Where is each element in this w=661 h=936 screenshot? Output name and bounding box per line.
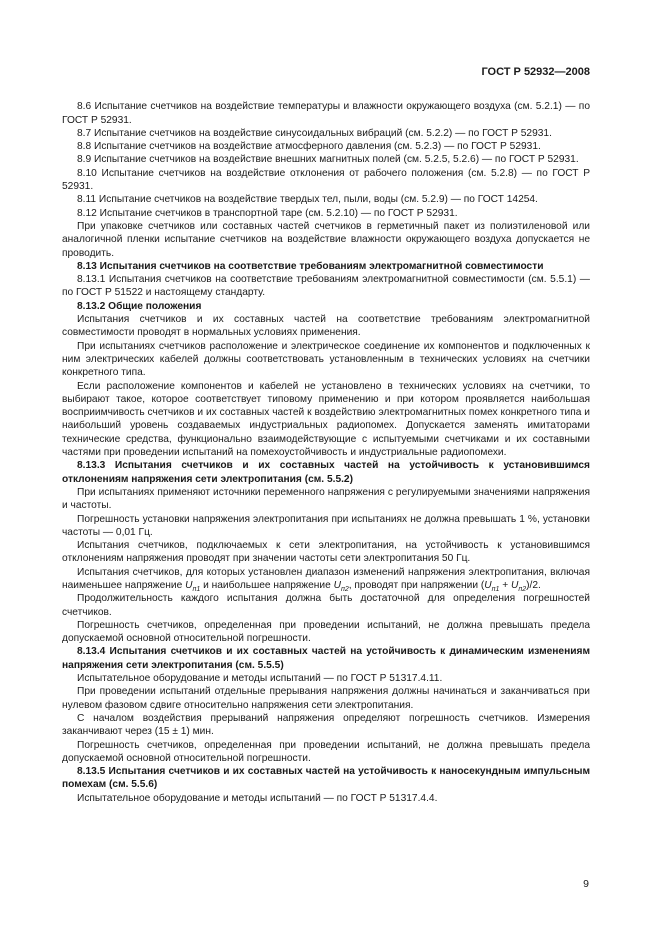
clause-8-8: 8.8 Испытание счетчиков на воздействие атмосферного давления (см. 5.2.3) — по ГОСТ Р 52931. <box>77 141 541 153</box>
clause-8-7: 8.7 Испытание счетчиков на воздействие синусоидальных вибраций (см. 5.2.2) — по ГОСТ Р 52931. <box>77 127 552 139</box>
packaging-note: При упаковке счетчиков или составных частей счетчиков в герметичный пакет из полиэтиленовой или аналогичной пленки испытание счетчиков на воздействие влажности окружающего воздуха допускается не проводить. <box>62 220 590 259</box>
dynamic-paragraph-3: С началом воздействия прерываний напряжения определяют погрешность счетчиков. Измерения заканчивают через (15 ± 1) мин. <box>62 712 590 738</box>
section-8-13-heading: 8.13 Испытания счетчиков на соответствие требованиям электромагнитной совместимости <box>77 260 544 272</box>
clause-8-9: 8.9 Испытание счетчиков на воздействие внешних магнитных полей (см. 5.2.5, 5.2.6) — по ГОСТ Р 52931. <box>77 154 579 166</box>
clause-8-11: 8.11 Испытание счетчиков на воздействие твердых тел, пыли, воды (см. 5.2.9) — по ГОСТ 14254. <box>77 194 538 206</box>
error-limit-paragraph-2: Погрешность счетчиков, определенная при проведении испытаний, не должна превышать предела допускаемой основной относительной погрешности. <box>62 739 590 764</box>
general-paragraph-3: Если расположение компонентов и кабелей не установлено в технических условиях на счетчики, то выбирают такое, которое соответствует типовому применению и при котором проявляется наибольшая восприимчивость счетчиков и их составных частей к воздействию электромагнитных помех конкретного типа и наибольший уровень создаваемых индустриальных радиопомех. Допускается заменять имитаторами технические средства, функционально взаимодействующие с испытуемыми счетчиками и их составными частями при проведении испытаний на помехоустойчивость и индустриальные радиопомехи. <box>62 380 590 459</box>
clause-8-13-1: 8.13.1 Испытания счетчиков на соответствие требованиям электромагнитной совместимости (см. 5.5.1) — по ГОСТ Р 51522 и настоящему стандарту. <box>62 274 590 299</box>
general-paragraph-2: При испытаниях счетчиков расположение и электрическое соединение их компонентов и подключенных к ним электрических кабелей должны соответствовать установленным в технических условиях на счетчики конкретного типа. <box>62 340 590 379</box>
voltage-range-text-1: Испытания счетчиков, для которых установлен диапазон изменений напряжения электропитания, включая наименьшее напряжение <box>62 566 590 591</box>
voltage-range-text-2: и наибольшее напряжение <box>203 579 331 591</box>
clause-8-10: 8.10 Испытание счетчиков на воздействие отклонения от рабочего положения (см. 5.2.8) — по ГОСТ Р 52931. <box>62 167 590 193</box>
voltage-range-text-3: , проводят при напряжении <box>348 579 479 591</box>
dynamic-paragraph-1: Испытательное оборудование и методы испытаний — по ГОСТ Р 51317.4.11. <box>77 673 443 685</box>
voltage-paragraph-3: Испытания счетчиков, подключаемых к сети электропитания, на устойчивость к установившимся отклонениям напряжения проводят при значении частоты сети электропитания 50 Гц. <box>62 540 590 565</box>
voltage-range-paragraph <box>62 566 590 593</box>
clause-8-6: 8.6 Испытание счетчиков на воздействие температуры и влажности окружающего воздуха (см. 5.2.1) — по ГОСТ Р 52931. <box>62 101 590 126</box>
document-code: ГОСТ Р 52932—2008 <box>481 66 590 78</box>
page-number: 9 <box>583 878 589 890</box>
section-8-13-5-heading: 8.13.5 Испытания счетчиков и их составных частей на устойчивость к наносекундным импульсным помехам (см. 5.5.6) <box>62 766 590 791</box>
dynamic-paragraph-2: При проведении испытаний отдельные прерывания напряжения должны начинаться и заканчиваться при нулевом фазовом сдвиге относительно напряжения сети электропитания. <box>62 686 590 711</box>
document-body <box>62 100 590 805</box>
error-limit-paragraph-1: Погрешность счетчиков, определенная при проведении испытаний, не должна превышать предела допускаемой основной относительной погрешности. <box>62 619 590 645</box>
nanosecond-paragraph-1: Испытательное оборудование и методы испытаний — по ГОСТ Р 51317.4.4. <box>77 792 438 804</box>
section-8-13-2-heading: 8.13.2 Общие положения <box>77 300 202 312</box>
voltage-paragraph-2: Погрешность установки напряжения электропитания при испытаниях не должна превышать 1 %, установки частоты — 0,01 Гц. <box>62 513 590 538</box>
voltage-paragraph-1: При испытаниях применяют источники переменного напряжения с регулируемыми значениями напряжения и частоты. <box>62 486 590 512</box>
formula-average: $(U_{п1} + U_{п2})/2$. <box>480 579 541 594</box>
duration-paragraph: Продолжительность каждого испытания должна быть достаточной для определения погрешностей счетчиков. <box>62 593 590 618</box>
formula-u-max: $U_{п2}$ <box>333 579 349 594</box>
clause-8-12: 8.12 Испытание счетчиков в транспортной таре (см. 5.2.10) — по ГОСТ Р 52931. <box>77 207 458 219</box>
section-8-13-3-heading: 8.13.3 Испытания счетчиков и их составных частей на устойчивость к установившимся отклонениям напряжения сети электропитания (см. 5.5.2) <box>62 460 590 485</box>
general-paragraph-1: Испытания счетчиков и их составных частей на соответствие требованиям электромагнитной совместимости проводят в нормальных условиях применения. <box>62 314 590 339</box>
section-8-13-4-heading: 8.13.4 Испытания счетчиков и их составных частей на устойчивость к динамическим изменениям напряжения сети электропитания (см. 5.5.5) <box>62 646 590 671</box>
formula-u-min: $U_{п1}$ <box>185 579 201 594</box>
